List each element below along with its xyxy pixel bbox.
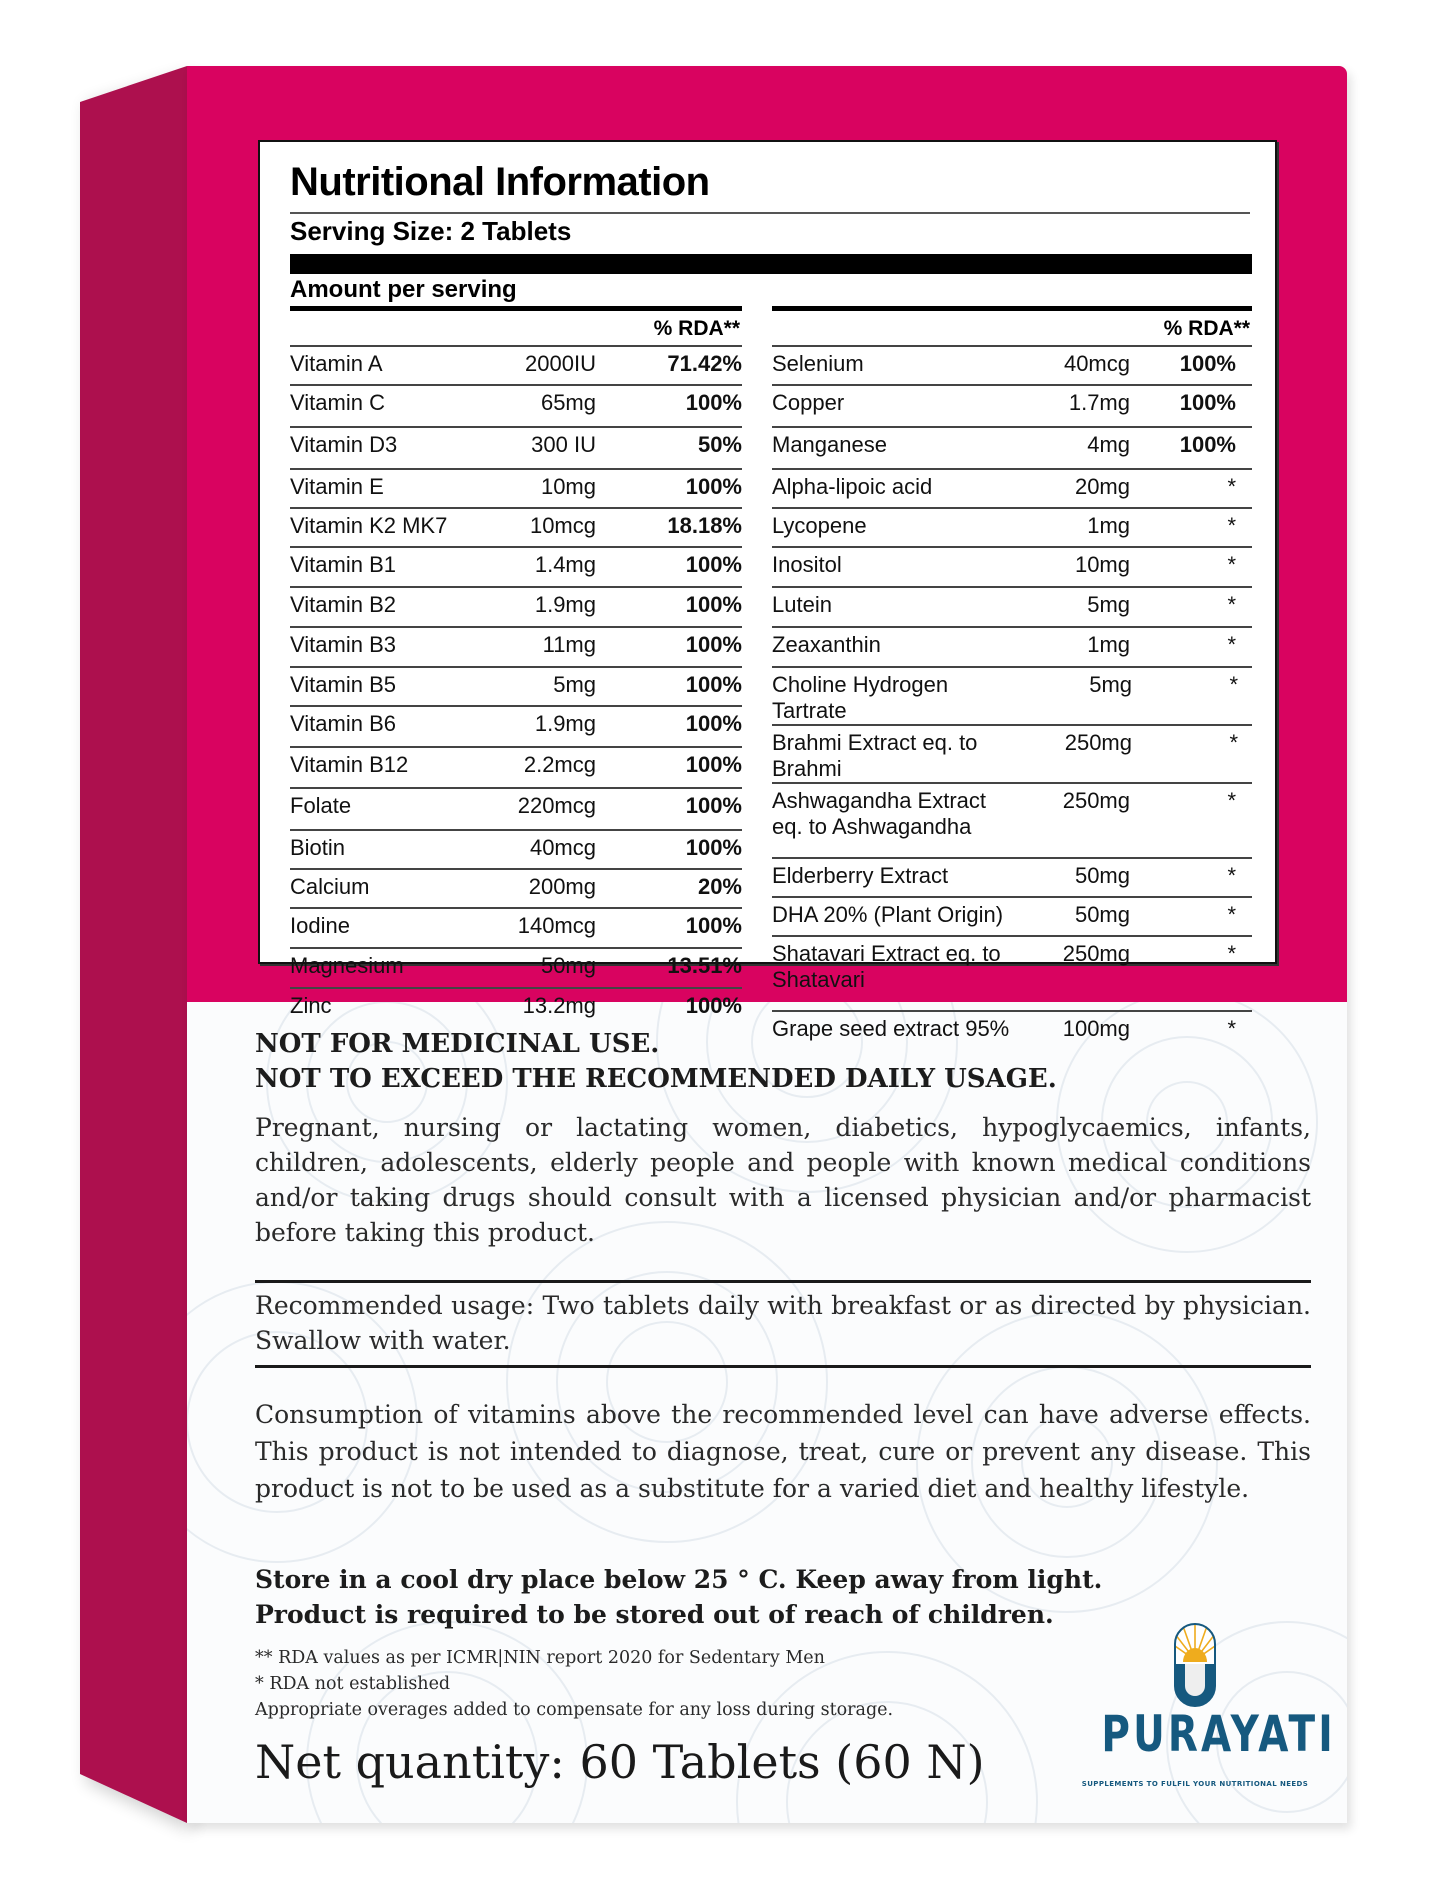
warning-not-exceed: NOT TO EXCEED THE RECOMMENDED DAILY USAGE.	[255, 1064, 1057, 1094]
nutrient-amount: 50mg	[1074, 902, 1130, 927]
nutrient-name: Selenium	[772, 351, 864, 376]
nutrient-rda: *	[1227, 941, 1236, 966]
nutrient-name: Vitamin B5	[290, 672, 396, 697]
net-quantity: Net quantity: 60 Tablets (60 N)	[255, 1735, 985, 1789]
nutrient-row	[772, 386, 1252, 428]
nutrient-row	[290, 707, 742, 748]
nutrient-amount: 5mg	[1087, 592, 1130, 617]
nutrient-amount: 1mg	[1087, 632, 1130, 657]
storage-temperature: Store in a cool dry place below 25 ° C. Keep away from light.	[255, 1565, 1103, 1594]
nutrient-rda: 100%	[685, 672, 742, 697]
nutrient-row	[290, 509, 742, 548]
nutrient-amount: 65mg	[540, 390, 596, 415]
nutrient-name: Calcium	[290, 874, 370, 899]
nutrient-rda: 100%	[685, 711, 742, 736]
nutrient-rda: *	[1227, 788, 1236, 813]
nutrient-amount: 2000IU	[525, 351, 596, 376]
nutrient-row	[772, 548, 1252, 588]
title-divider	[290, 212, 1250, 214]
divider-top	[255, 1280, 1311, 1283]
footnote-rda-not-established: * RDA not established	[255, 1674, 451, 1694]
nutrient-amount: 250mg	[1062, 788, 1130, 813]
nutrient-row	[290, 628, 742, 668]
nutrient-amount: 1.4mg	[534, 552, 596, 577]
nutrient-amount: 11mg	[542, 632, 596, 657]
nutrient-amount: 1.9mg	[534, 592, 596, 617]
nutrient-row	[772, 509, 1252, 548]
nutrient-rda: 20%	[697, 874, 742, 899]
nutrient-rda: 100%	[685, 552, 742, 577]
nutrient-amount: 300 IU	[531, 432, 596, 457]
nutrient-row	[290, 548, 742, 588]
nutrient-name: Vitamin K2 MK7	[290, 513, 448, 538]
nutrient-row	[290, 870, 742, 909]
nutrient-name: Magnesium	[290, 953, 404, 978]
nutrient-row	[290, 748, 742, 789]
nutrient-row	[290, 989, 742, 1026]
nutrient-name: Grape seed extract 95%	[772, 1016, 1010, 1041]
nutrient-name: Vitamin B12	[290, 752, 409, 777]
nutrient-row	[772, 784, 1252, 859]
nutrient-row	[772, 588, 1252, 628]
nutrient-name: Folate	[290, 793, 352, 818]
nutrient-name: Manganese	[772, 432, 887, 457]
nutrient-rda: *	[1227, 863, 1236, 888]
nutrient-rda: 100%	[685, 835, 742, 860]
nutrient-row	[290, 668, 742, 707]
nutrient-rda: *	[1229, 730, 1238, 755]
nutrient-row	[772, 859, 1252, 898]
nutrient-row	[290, 588, 742, 628]
nutrient-amount: 40mcg	[529, 835, 596, 860]
footnote-overages: Appropriate overages added to compensate for any loss during storage.	[255, 1700, 894, 1720]
warning-not-medicinal: NOT FOR MEDICINAL USE.	[255, 1029, 660, 1059]
storage-children: Product is required to be stored out of reach of children.	[255, 1600, 1054, 1629]
rda-column-header: % RDA**	[290, 311, 742, 347]
nutrient-rda: 100%	[685, 993, 742, 1018]
nutrient-row	[290, 789, 742, 831]
nutrient-name: Lutein	[772, 592, 832, 617]
nutrient-amount: 200mg	[528, 874, 596, 899]
nutrient-amount: 1.7mg	[1068, 390, 1130, 415]
nutrient-rda: 100%	[685, 913, 742, 938]
nutrient-amount: 220mcg	[517, 793, 596, 818]
nutrient-name: Vitamin D3	[290, 432, 398, 457]
nutrient-rda: 100%	[685, 752, 742, 777]
nutrient-name: Choline Hydrogen Tartrate	[772, 672, 949, 723]
nutrient-row	[290, 949, 742, 989]
nutrient-row	[290, 428, 742, 470]
nutrient-name: Lycopene	[772, 513, 867, 538]
nutrient-amount: 4mg	[1087, 432, 1130, 457]
nutrient-amount: 5mg	[553, 672, 596, 697]
nutrient-row	[772, 428, 1252, 470]
nutrient-name: Inositol	[772, 552, 842, 577]
nutrient-name: Vitamin A	[290, 351, 383, 376]
serving-size: Serving Size: 2 Tablets	[290, 216, 572, 246]
nutrient-rda: 13.51%	[667, 953, 742, 978]
nutrient-rda: 100%	[685, 390, 742, 415]
thick-divider	[290, 254, 1252, 274]
nutrient-name: DHA 20% (Plant Origin)	[772, 902, 1004, 927]
consumption-paragraph: Consumption of vitamins above the recommended level can have adverse effects. This product is not intended to diagnose, treat, cure or prevent any disease. This product is not to be used as a substitute for a varied diet and healthy lifestyle.	[255, 1400, 1311, 1503]
nutrient-row	[772, 726, 1252, 784]
nutrient-name: Elderberry Extract	[772, 863, 949, 888]
nutrient-amount: 13.2mg	[522, 993, 596, 1018]
rda-column-header: % RDA**	[772, 311, 1252, 347]
nutrient-row	[772, 347, 1252, 386]
nutrient-row	[290, 831, 742, 870]
nutrient-rda: 100%	[685, 632, 742, 657]
nutrient-rda: 100%	[685, 592, 742, 617]
brand-tagline: SUPPLEMENTS TO FULFIL YOUR NUTRITIONAL NEEDS	[1081, 1780, 1309, 1788]
nutrient-name: Shatavari Extract eq. to Shatavari	[772, 941, 1001, 992]
nutrient-rda: 100%	[1179, 351, 1236, 376]
nutrient-name: Biotin	[290, 835, 346, 860]
nutrient-row	[772, 898, 1252, 937]
nutrient-rda: *	[1227, 592, 1236, 617]
nutrient-amount: 50mg	[540, 953, 596, 978]
nutrient-name: Alpha-lipoic acid	[772, 474, 933, 499]
amount-per-serving-label: Amount per serving	[290, 276, 517, 303]
nutrient-rda: *	[1227, 474, 1236, 499]
nutrient-rda: 100%	[1179, 432, 1236, 457]
nutrients-table-left	[290, 306, 742, 1026]
nutrient-rda: 50%	[697, 432, 742, 457]
nutrient-amount: 5mg	[1089, 672, 1132, 697]
nutrient-rda: 100%	[685, 793, 742, 818]
nutrient-amount: 10mcg	[529, 513, 596, 538]
divider-bottom	[255, 1365, 1311, 1368]
nutrient-row	[772, 470, 1252, 509]
nutrient-name: Zinc	[290, 993, 332, 1018]
nutrient-row	[290, 347, 742, 386]
nutrient-rda: 100%	[1179, 390, 1236, 415]
nutrient-amount: 10mg	[1074, 552, 1130, 577]
nutrient-amount: 10mg	[540, 474, 596, 499]
warning-block	[255, 1027, 1311, 1097]
nutrient-name: Iodine	[290, 913, 350, 938]
nutrient-rda: *	[1229, 672, 1238, 697]
nutrient-rda: *	[1227, 513, 1236, 538]
nutrient-name: Ashwagandha Extract eq. to Ashwagandha	[772, 788, 987, 839]
nutrient-name: Vitamin B1	[290, 552, 396, 577]
usage-paragraph: Recommended usage: Two tablets daily with breakfast or as directed by physician. Swallow with water.	[255, 1291, 1311, 1355]
nutrient-name: Vitamin B3	[290, 632, 396, 657]
nutrient-name: Vitamin B2	[290, 592, 396, 617]
nutrient-amount: 140mcg	[517, 913, 596, 938]
nutrient-amount: 2.2mcg	[523, 752, 596, 777]
nutrient-amount: 100mg	[1062, 1016, 1130, 1041]
capsule-sun-icon	[1075, 1620, 1315, 1710]
nutrient-row	[772, 937, 1252, 1012]
nutrient-name: Vitamin C	[290, 390, 385, 415]
nutrient-name: Zeaxanthin	[772, 632, 881, 657]
nutrient-row	[290, 386, 742, 428]
nutrient-amount: 1.9mg	[534, 711, 596, 736]
nutrients-table-right	[772, 306, 1252, 1049]
nutrient-rda: *	[1227, 632, 1236, 657]
nutrient-rda: *	[1227, 1016, 1236, 1041]
nutrient-rda: *	[1227, 902, 1236, 927]
nutrient-amount: 250mg	[1062, 941, 1130, 966]
nutrient-name: Vitamin E	[290, 474, 384, 499]
nutrient-row	[290, 470, 742, 509]
nutrient-amount: 40mcg	[1063, 351, 1130, 376]
brand-name: PURAYATI	[1101, 1705, 1336, 1763]
nutrient-amount: 20mg	[1074, 474, 1130, 499]
footnote-rda-source: ** RDA values as per ICMR|NIN report 2020 for Sedentary Men	[255, 1648, 825, 1668]
nutrient-rda: *	[1227, 552, 1236, 577]
nutrient-rda: 100%	[685, 474, 742, 499]
nutrient-rda: 71.42%	[667, 351, 742, 376]
nutrient-amount: 250mg	[1064, 730, 1132, 755]
nutrient-row	[772, 668, 1252, 726]
nutrient-name: Vitamin B6	[290, 711, 396, 736]
purayati-logo	[1075, 1620, 1336, 1810]
nutrient-amount: 1mg	[1087, 513, 1130, 538]
nutrient-row	[290, 909, 742, 949]
caution-paragraph: Pregnant, nursing or lactating women, diabetics, hypoglycaemics, infants, children, adolescents, elderly people and people with known medical conditions and/or taking drugs should consult with a licensed physician and/or pharmacist before taking this product.	[255, 1113, 1311, 1247]
nutrient-name: Brahmi Extract eq. to Brahmi	[772, 730, 978, 781]
nutrition-facts-panel	[258, 140, 1277, 1041]
nutrient-amount: 50mg	[1074, 863, 1130, 888]
nutrient-row	[772, 628, 1252, 668]
panel-title: Nutritional Information	[290, 160, 710, 204]
nutrient-rda: 18.18%	[667, 513, 742, 538]
nutrient-name: Copper	[772, 390, 845, 415]
